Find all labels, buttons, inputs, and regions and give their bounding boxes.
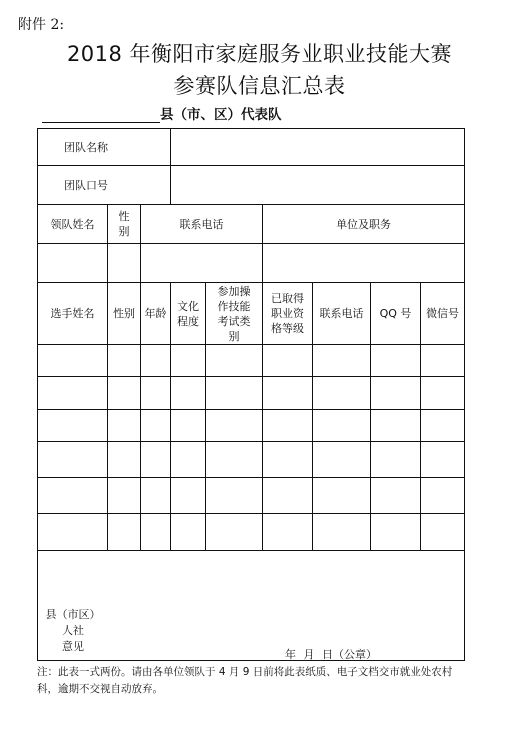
team-slogan-row bbox=[38, 166, 465, 205]
team-name-field[interactable] bbox=[171, 129, 465, 166]
cell-phone[interactable] bbox=[313, 442, 371, 478]
cell-exam-category[interactable] bbox=[206, 478, 263, 514]
cell-name[interactable] bbox=[38, 514, 108, 551]
contestant-header-row bbox=[38, 283, 465, 345]
cell-qualification[interactable] bbox=[263, 442, 313, 478]
leader-unit-field[interactable] bbox=[263, 244, 465, 283]
cell-qq[interactable] bbox=[371, 345, 421, 377]
leader-name-field[interactable] bbox=[38, 244, 108, 283]
contestant-exam-category-header: 参加操 作技能 考试类 别 bbox=[206, 283, 263, 345]
contestant-gender-header: 性别 bbox=[108, 283, 141, 345]
contestant-row bbox=[38, 345, 465, 377]
team-name-row bbox=[38, 129, 465, 166]
leader-name-header: 领队姓名 bbox=[38, 205, 108, 244]
leader-header-row bbox=[38, 205, 465, 244]
info-summary-table bbox=[37, 128, 465, 661]
contestant-age-header: 年龄 bbox=[141, 283, 171, 345]
cell-gender[interactable] bbox=[108, 514, 141, 551]
cell-wechat[interactable] bbox=[421, 442, 465, 478]
leader-gender-field[interactable] bbox=[108, 244, 141, 283]
cell-qualification[interactable] bbox=[263, 478, 313, 514]
contestant-phone-header: 联系电话 bbox=[313, 283, 371, 345]
team-slogan-label: 团队口号 bbox=[38, 166, 171, 205]
county-line bbox=[42, 103, 282, 123]
cell-qq[interactable] bbox=[371, 442, 421, 478]
leader-unit-header: 单位及职务 bbox=[263, 205, 465, 244]
contestant-qualification-header: 已取得 职业资 格等级 bbox=[263, 283, 313, 345]
county-suffix: 县（市、区）代表队 bbox=[160, 107, 282, 123]
cell-age[interactable] bbox=[141, 377, 171, 410]
cell-name[interactable] bbox=[38, 478, 108, 514]
cell-age[interactable] bbox=[141, 345, 171, 377]
cell-qualification[interactable] bbox=[263, 345, 313, 377]
opinion-row bbox=[38, 551, 465, 661]
cell-wechat[interactable] bbox=[421, 345, 465, 377]
opinion-label: 县（市区） 人社 意见 bbox=[45, 608, 101, 653]
cell-gender[interactable] bbox=[108, 478, 141, 514]
cell-education[interactable] bbox=[171, 377, 206, 410]
contestant-name-header: 选手姓名 bbox=[38, 283, 108, 345]
form-title-line-2: 参赛队信息汇总表 bbox=[173, 74, 346, 98]
cell-phone[interactable] bbox=[313, 345, 371, 377]
cell-education[interactable] bbox=[171, 345, 206, 377]
cell-age[interactable] bbox=[141, 442, 171, 478]
contestant-row bbox=[38, 442, 465, 478]
footnote: 注：此表一式两份。请由各单位领队于 4 月 9 日前将此表纸质、电子文档交市就业处农村科，逾期不交视自动放弃。 bbox=[37, 666, 453, 695]
cell-qq[interactable] bbox=[371, 377, 421, 410]
contestant-education-header: 文化 程度 bbox=[171, 283, 206, 345]
cell-name[interactable] bbox=[38, 442, 108, 478]
date-stamp: 年 月 日（公章） bbox=[285, 648, 377, 661]
contestant-row bbox=[38, 410, 465, 442]
cell-age[interactable] bbox=[141, 514, 171, 551]
cell-education[interactable] bbox=[171, 442, 206, 478]
cell-exam-category[interactable] bbox=[206, 514, 263, 551]
cell-phone[interactable] bbox=[313, 377, 371, 410]
cell-qualification[interactable] bbox=[263, 410, 313, 442]
cell-education[interactable] bbox=[171, 514, 206, 551]
contestant-row bbox=[38, 514, 465, 551]
cell-name[interactable] bbox=[38, 377, 108, 410]
cell-education[interactable] bbox=[171, 478, 206, 514]
cell-age[interactable] bbox=[141, 478, 171, 514]
leader-gender-header: 性 别 bbox=[108, 205, 141, 244]
cell-qq[interactable] bbox=[371, 410, 421, 442]
cell-age[interactable] bbox=[141, 410, 171, 442]
cell-name[interactable] bbox=[38, 410, 108, 442]
contestant-row bbox=[38, 377, 465, 410]
opinion-cell[interactable] bbox=[38, 551, 465, 661]
cell-gender[interactable] bbox=[108, 410, 141, 442]
team-slogan-field[interactable] bbox=[171, 166, 465, 205]
cell-qq[interactable] bbox=[371, 514, 421, 551]
cell-exam-category[interactable] bbox=[206, 377, 263, 410]
cell-education[interactable] bbox=[171, 410, 206, 442]
leader-input-row bbox=[38, 244, 465, 283]
cell-exam-category[interactable] bbox=[206, 410, 263, 442]
cell-phone[interactable] bbox=[313, 410, 371, 442]
cell-wechat[interactable] bbox=[421, 514, 465, 551]
contestant-row bbox=[38, 478, 465, 514]
cell-qq[interactable] bbox=[371, 478, 421, 514]
cell-gender[interactable] bbox=[108, 377, 141, 410]
leader-phone-header: 联系电话 bbox=[141, 205, 263, 244]
cell-wechat[interactable] bbox=[421, 377, 465, 410]
form-title-line-1: 2018 年衡阳市家庭服务业职业技能大赛 bbox=[66, 42, 453, 66]
leader-phone-field[interactable] bbox=[141, 244, 263, 283]
contestant-wechat-header: 微信号 bbox=[421, 283, 465, 345]
team-name-label: 团队名称 bbox=[38, 129, 171, 166]
annex-label: 附件 2: bbox=[18, 17, 65, 33]
cell-wechat[interactable] bbox=[421, 410, 465, 442]
cell-name[interactable] bbox=[38, 345, 108, 377]
cell-phone[interactable] bbox=[313, 478, 371, 514]
cell-gender[interactable] bbox=[108, 442, 141, 478]
cell-exam-category[interactable] bbox=[206, 345, 263, 377]
cell-gender[interactable] bbox=[108, 345, 141, 377]
contestant-qq-header: QQ 号 bbox=[371, 283, 421, 345]
county-blank[interactable] bbox=[42, 108, 160, 123]
cell-qualification[interactable] bbox=[263, 514, 313, 551]
cell-phone[interactable] bbox=[313, 514, 371, 551]
cell-qualification[interactable] bbox=[263, 377, 313, 410]
cell-exam-category[interactable] bbox=[206, 442, 263, 478]
cell-wechat[interactable] bbox=[421, 478, 465, 514]
